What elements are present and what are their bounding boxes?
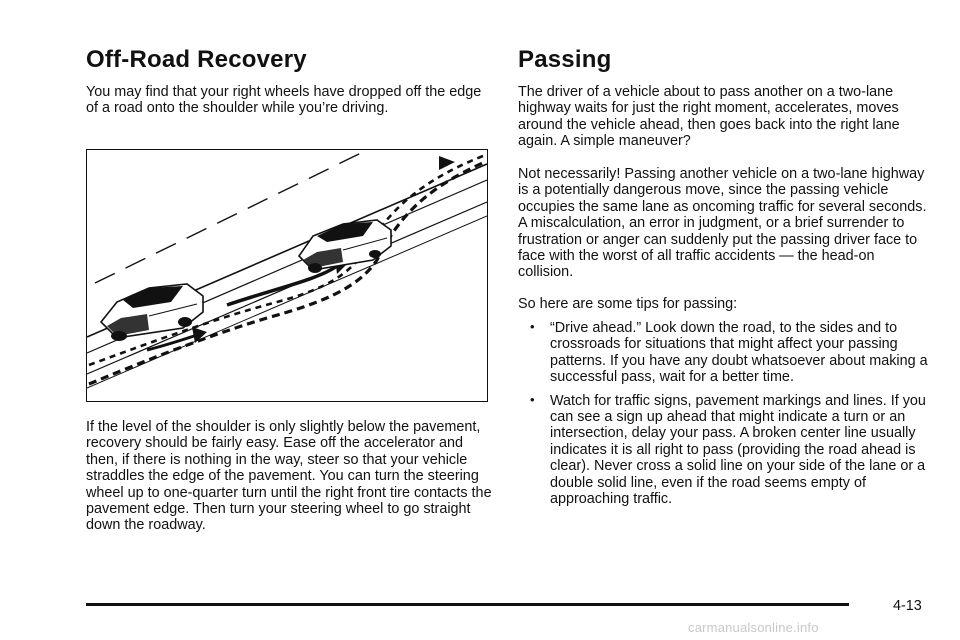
passing-paragraph-2: Not necessarily! Passing another vehicle on a two-lane highway is a potentially dangerous move, since the passing vehicle occupies the same lane as oncoming traffic for several seconds. A miscalculation, an error in judgment, or a brief surrender to frustration or anger can suddenly put the passing driver face to face with the worst of all traffic accidents — the head-on collision. xyxy=(518,166,927,281)
off-road-recovery-illustration xyxy=(86,149,488,402)
page-number: 4-13 xyxy=(893,598,922,614)
end-arrow-head-icon xyxy=(439,156,455,170)
watermark: carmanualsonline.info xyxy=(688,620,819,635)
passing-paragraph-3: So here are some tips for passing: xyxy=(518,296,738,312)
passing-paragraph-1: The driver of a vehicle about to pass another on a two-lane highway waits for just the right moment, accelerates, moves around the vehicle ahead, then goes back into the right lane again. A simple maneuver? xyxy=(518,84,900,150)
section-title-passing: Passing xyxy=(518,46,612,73)
road-diagram xyxy=(87,150,487,400)
list-item: • “Drive ahead.” Look down the road, to the sides and to crossroads for situations that might affect your passing patterns. If you have any doubt whatsoever about making a successful pass, wait for a better time. xyxy=(530,319,928,386)
recovery-body-paragraph: If the level of the shoulder is only slightly below the pavement, recovery should be fairly easy. Ease off the accelerator and then, if there is nothing in the way, steer so that your vehicle straddles the edge of the pavement. You can turn the steering wheel up to one-quarter turn until the right front tire contacts the pavement edge. Then turn your steering wheel to go straight down the roadway. xyxy=(86,419,492,534)
list-item: • Watch for traffic signs, pavement markings and lines. If you can see a sign up ahead that might indicate a turn or an intersection, delay your pass. A broken center line usually indicates it is all right to pass (providing the road ahead is clear). Never cross a solid line on your side of the lane or a double solid line, even if the road seems empty of approaching traffic. xyxy=(530,391,926,508)
passing-tips-list xyxy=(518,320,932,507)
bullet-icon: • xyxy=(530,391,535,407)
intro-paragraph: You may find that your right wheels have dropped off the edge of a road onto the shoulder while you’re driving. xyxy=(86,84,482,117)
car-icon-front xyxy=(299,220,391,273)
section-title-off-road-recovery: Off-Road Recovery xyxy=(86,46,307,73)
footer-rule xyxy=(86,603,849,606)
bullet-icon: • xyxy=(530,319,535,334)
car-icon-rear xyxy=(101,284,203,341)
